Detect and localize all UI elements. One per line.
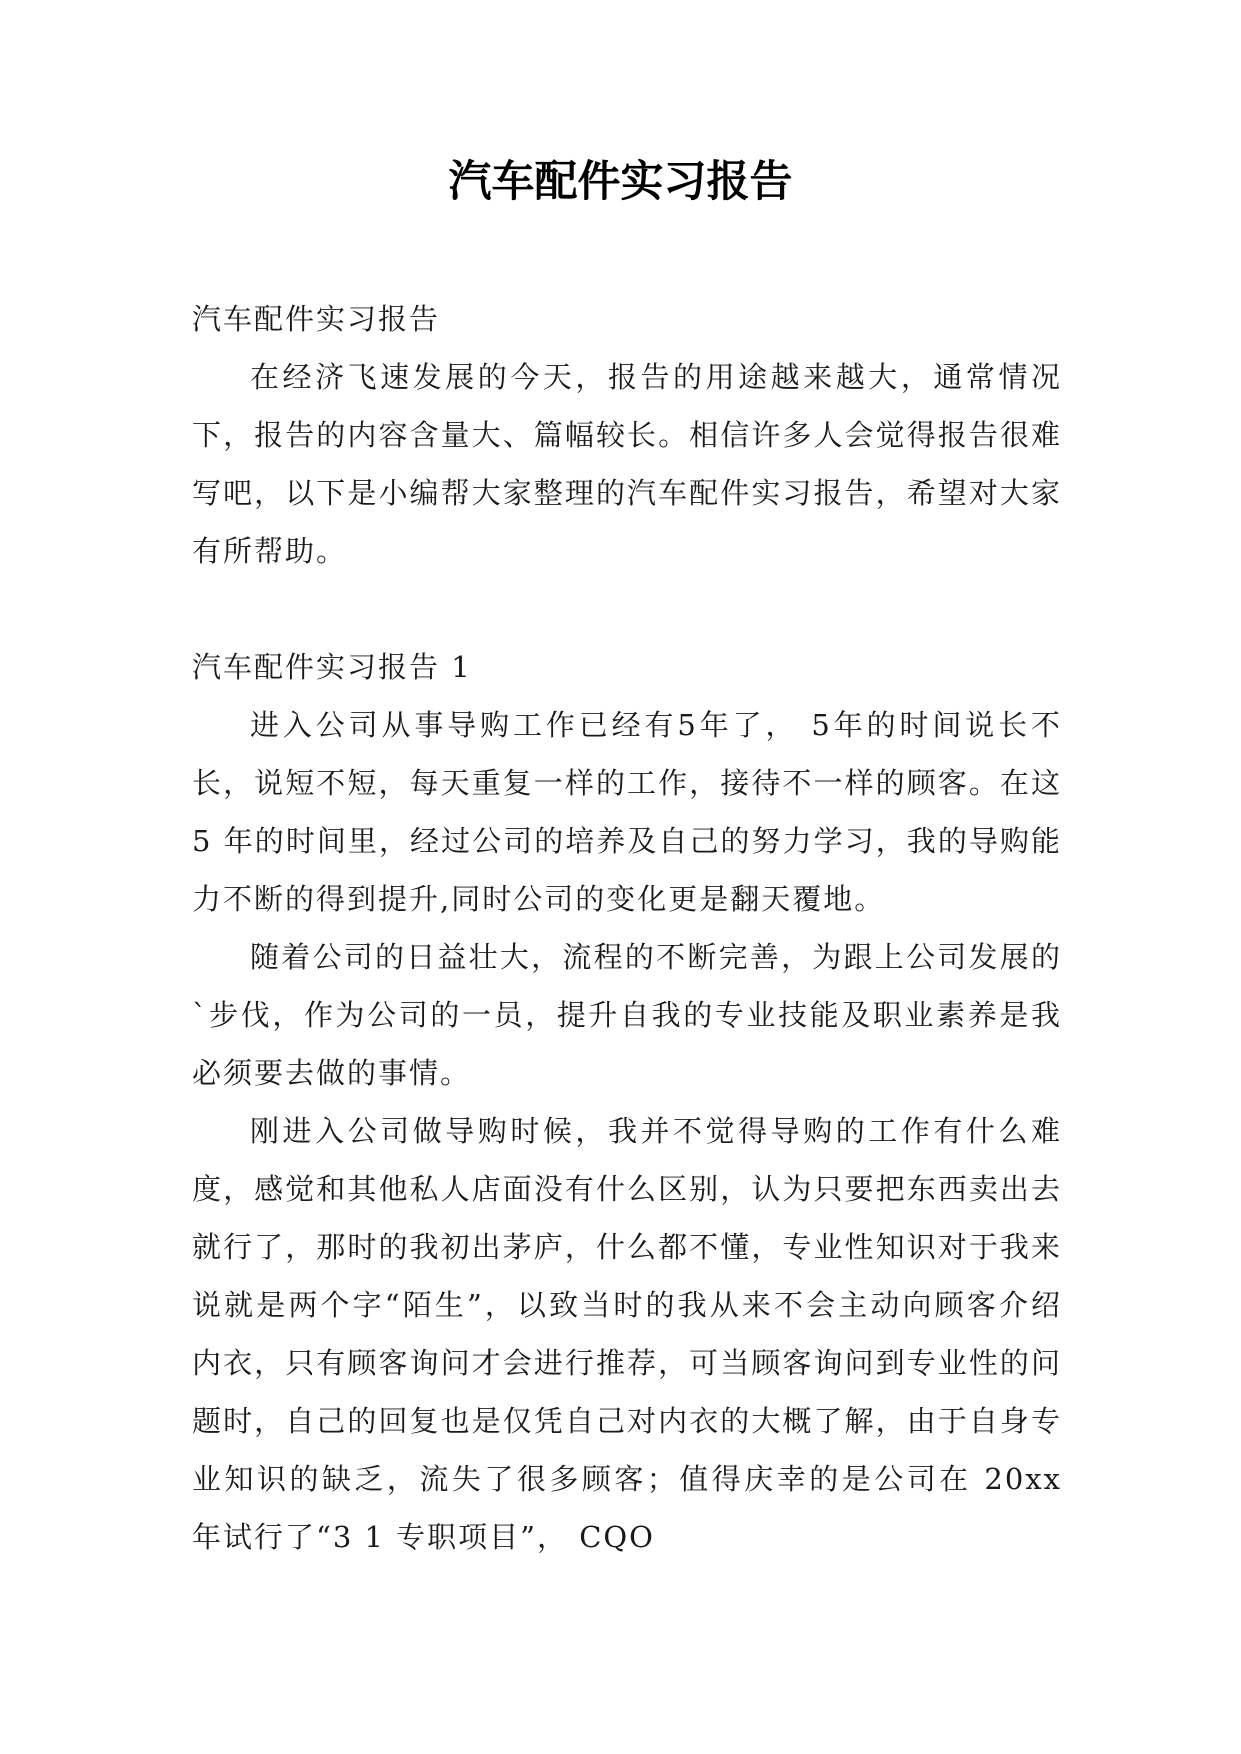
- document-body: [192, 290, 1062, 1566]
- intro-heading: 汽车配件实习报告: [192, 302, 441, 336]
- section-1-heading: 汽车配件实习报告 1: [192, 650, 472, 684]
- section-1-paragraph-1: 进入公司从事导购工作已经有5年了， 5年的时间说长不长，说短不短，每天重复一样的工作，接待不一样的顾客。在这 5 年的时间里，经过公司的培养及自己的努力学习，我的导购能力不断的得到提升,同时公司的变化更是翻天覆地。: [192, 708, 1062, 916]
- section-1-paragraph-3: 刚进入公司做导购时候，我并不觉得导购的工作有什么难度，感觉和其他私人店面没有什么区别，认为只要把东西卖出去就行了，那时的我初出茅庐，什么都不懂，专业性知识对于我来说就是两个字“陌生”，以致当时的我从来不会主动向顾客介绍内衣，只有顾客询问才会进行推荐，可当顾客询问到专业性的问题时，自己的回复也是仅凭自己对内衣的大概了解，由于自身专业知识的缺乏，流失了很多顾客；值得庆幸的是公司在 20xx 年试行了“3 1 专职项目”， CQO: [192, 1114, 1062, 1554]
- paragraph-spacer: [192, 580, 1062, 638]
- document-title: 汽车配件实习报告: [448, 157, 793, 207]
- intro-paragraph: 在经济飞速发展的今天，报告的用途越来越大，通常情况下，报告的内容含量大、篇幅较长。相信许多人会觉得报告很难写吧，以下是小编帮大家整理的汽车配件实习报告，希望对大家有所帮助。: [192, 360, 1062, 568]
- section-1-paragraph-2: 随着公司的日益壮大，流程的不断完善，为跟上公司发展的`步伐，作为公司的一员，提升自我的专业技能及职业素养是我必须要去做的事情。: [192, 940, 1062, 1090]
